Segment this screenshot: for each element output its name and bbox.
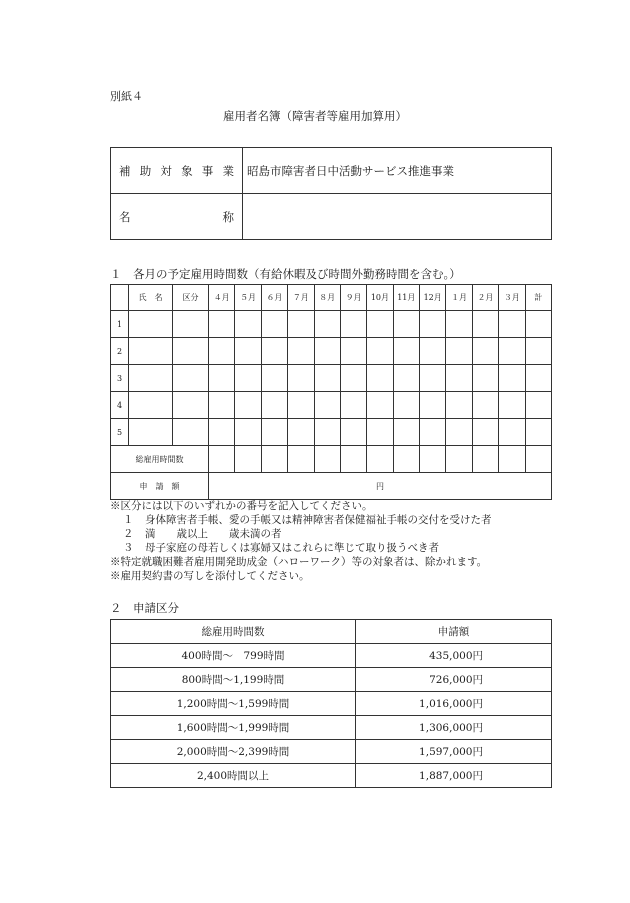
tier-range: 1,600時間～1,999時間 bbox=[111, 716, 356, 740]
hours-cell[interactable] bbox=[472, 365, 498, 392]
hours-cell[interactable] bbox=[261, 365, 287, 392]
total-cell[interactable] bbox=[393, 446, 419, 473]
row-number: 5 bbox=[111, 419, 129, 446]
hours-cell[interactable] bbox=[393, 419, 419, 446]
hours-cell[interactable] bbox=[314, 365, 340, 392]
hours-cell[interactable] bbox=[420, 392, 446, 419]
header-cell: 10月 bbox=[367, 285, 393, 311]
hours-cell[interactable] bbox=[499, 365, 525, 392]
tier-row bbox=[111, 668, 552, 692]
hours-cell[interactable] bbox=[420, 338, 446, 365]
total-cell[interactable] bbox=[525, 446, 552, 473]
project-label-cell bbox=[111, 148, 243, 194]
header-cell: 11月 bbox=[393, 285, 419, 311]
hours-cell[interactable] bbox=[420, 419, 446, 446]
hours-cell[interactable] bbox=[446, 311, 472, 338]
apply-amount-label: 申 請 額 bbox=[111, 473, 209, 500]
schedule-apply-row bbox=[111, 473, 552, 500]
header-cell: ６月 bbox=[261, 285, 287, 311]
total-cell[interactable] bbox=[499, 446, 525, 473]
hours-cell[interactable] bbox=[367, 392, 393, 419]
header-cell: ２月 bbox=[472, 285, 498, 311]
hours-cell[interactable] bbox=[209, 419, 235, 446]
notes-block bbox=[110, 499, 492, 583]
document-label: 別紙４ bbox=[110, 90, 143, 103]
section2-heading: ２ 申請区分 bbox=[110, 601, 179, 615]
hours-cell[interactable] bbox=[525, 365, 552, 392]
header-cell: 計 bbox=[525, 285, 552, 311]
hours-cell[interactable] bbox=[367, 311, 393, 338]
header-cell: ３月 bbox=[499, 285, 525, 311]
name-value[interactable] bbox=[243, 194, 552, 240]
hours-cell[interactable] bbox=[367, 365, 393, 392]
hours-cell[interactable] bbox=[420, 311, 446, 338]
tier-amount: 726,000円 bbox=[356, 668, 552, 692]
hours-cell[interactable] bbox=[261, 338, 287, 365]
row-number: 1 bbox=[111, 311, 129, 338]
project-label: 補 助 対 象 事 業 bbox=[119, 163, 234, 178]
header-cell: ９月 bbox=[340, 285, 366, 311]
tier-row bbox=[111, 764, 552, 788]
hours-cell[interactable] bbox=[499, 338, 525, 365]
row-number: 3 bbox=[111, 365, 129, 392]
hours-cell[interactable] bbox=[472, 419, 498, 446]
header-cell: ５月 bbox=[235, 285, 261, 311]
hours-cell[interactable] bbox=[209, 338, 235, 365]
category-cell[interactable] bbox=[173, 419, 209, 446]
hours-cell[interactable] bbox=[235, 365, 261, 392]
hours-cell[interactable] bbox=[340, 338, 366, 365]
name-label-cell bbox=[111, 194, 243, 240]
total-cell[interactable] bbox=[367, 446, 393, 473]
hours-cell[interactable] bbox=[209, 311, 235, 338]
hours-cell[interactable] bbox=[235, 392, 261, 419]
hours-cell[interactable] bbox=[393, 311, 419, 338]
schedule-total-row bbox=[111, 446, 552, 473]
employee-row bbox=[111, 419, 552, 446]
tier-row bbox=[111, 644, 552, 668]
tier-amount: 1,887,000円 bbox=[356, 764, 552, 788]
hours-cell[interactable] bbox=[235, 338, 261, 365]
note-item-3: ３ 母子家庭の母若しくは寡婦又はこれらに準じて取り扱うべき者 bbox=[123, 542, 439, 554]
section1-heading: １ 各月の予定雇用時間数（有給休暇及び時間外勤務時間を含む。） bbox=[110, 267, 461, 281]
hours-cell[interactable] bbox=[288, 419, 314, 446]
hours-cell[interactable] bbox=[209, 392, 235, 419]
note-item-1: １ 身体障害者手帳、愛の手帳又は精神障害者保健福祉手帳の交付を受けた者 bbox=[123, 514, 492, 526]
hours-cell[interactable] bbox=[446, 365, 472, 392]
document-title: 雇用者名簿（障害者等雇用加算用） bbox=[223, 109, 407, 123]
hours-cell[interactable] bbox=[340, 311, 366, 338]
schedule-table bbox=[110, 284, 552, 500]
hours-cell[interactable] bbox=[314, 338, 340, 365]
hours-cell[interactable] bbox=[288, 311, 314, 338]
tier-col-hours: 総雇用時間数 bbox=[111, 620, 356, 644]
note-intro: ※区分には以下のいずれかの番号を記入してください。 bbox=[110, 500, 373, 512]
hours-cell[interactable] bbox=[235, 419, 261, 446]
hours-cell[interactable] bbox=[314, 311, 340, 338]
tier-row bbox=[111, 692, 552, 716]
schedule-header-row bbox=[111, 285, 552, 311]
header-cell: ８月 bbox=[314, 285, 340, 311]
category-cell[interactable] bbox=[173, 338, 209, 365]
row-number: 4 bbox=[111, 392, 129, 419]
header-cell: 12月 bbox=[420, 285, 446, 311]
hours-cell[interactable] bbox=[261, 392, 287, 419]
total-cell[interactable] bbox=[288, 446, 314, 473]
tier-amount: 1,306,000円 bbox=[356, 716, 552, 740]
total-hours-label: 総雇用時間数 bbox=[111, 446, 209, 473]
header-cell bbox=[111, 285, 129, 311]
tier-header-row bbox=[111, 620, 552, 644]
hours-cell[interactable] bbox=[393, 392, 419, 419]
hours-cell[interactable] bbox=[446, 419, 472, 446]
hours-cell[interactable] bbox=[314, 392, 340, 419]
tier-range: 800時間～1,199時間 bbox=[111, 668, 356, 692]
employee-name-cell[interactable] bbox=[129, 311, 173, 338]
name-row bbox=[111, 194, 552, 240]
employee-row bbox=[111, 338, 552, 365]
hours-cell[interactable] bbox=[525, 311, 552, 338]
hours-cell[interactable] bbox=[235, 311, 261, 338]
employee-row bbox=[111, 392, 552, 419]
header-cell: 氏 名 bbox=[129, 285, 173, 311]
hours-cell[interactable] bbox=[446, 392, 472, 419]
tier-range: 400時間～ 799時間 bbox=[111, 644, 356, 668]
employee-name-cell[interactable] bbox=[129, 419, 173, 446]
hours-cell[interactable] bbox=[367, 419, 393, 446]
note-attachment: ※雇用契約書の写しを添付してください。 bbox=[110, 570, 310, 582]
tier-row bbox=[111, 716, 552, 740]
hours-cell[interactable] bbox=[340, 365, 366, 392]
project-info-table bbox=[110, 147, 552, 240]
header-cell: 区分 bbox=[173, 285, 209, 311]
name-label: 名 称 bbox=[119, 209, 234, 224]
hours-cell[interactable] bbox=[525, 392, 552, 419]
employee-name-cell[interactable] bbox=[129, 365, 173, 392]
hours-cell[interactable] bbox=[420, 365, 446, 392]
hours-cell[interactable] bbox=[525, 419, 552, 446]
hours-cell[interactable] bbox=[393, 365, 419, 392]
total-cell[interactable] bbox=[235, 446, 261, 473]
total-cell[interactable] bbox=[340, 446, 366, 473]
hours-cell[interactable] bbox=[472, 311, 498, 338]
note-exclusion: ※特定就職困難者雇用開発助成金（ハローワーク）等の対象者は、除かれます。 bbox=[110, 556, 488, 568]
hours-cell[interactable] bbox=[472, 338, 498, 365]
tier-amount: 435,000円 bbox=[356, 644, 552, 668]
total-cell[interactable] bbox=[261, 446, 287, 473]
hours-cell[interactable] bbox=[499, 311, 525, 338]
tier-row bbox=[111, 740, 552, 764]
hours-cell[interactable] bbox=[261, 419, 287, 446]
hours-cell[interactable] bbox=[340, 392, 366, 419]
hours-cell[interactable] bbox=[340, 419, 366, 446]
project-row bbox=[111, 148, 552, 194]
hours-cell[interactable] bbox=[472, 392, 498, 419]
employee-name-cell[interactable] bbox=[129, 338, 173, 365]
hours-cell[interactable] bbox=[314, 419, 340, 446]
total-cell[interactable] bbox=[420, 446, 446, 473]
category-cell[interactable] bbox=[173, 392, 209, 419]
header-cell: ４月 bbox=[209, 285, 235, 311]
hours-cell[interactable] bbox=[288, 392, 314, 419]
header-cell: １月 bbox=[446, 285, 472, 311]
header-cell: ７月 bbox=[288, 285, 314, 311]
hours-cell[interactable] bbox=[261, 311, 287, 338]
tier-col-amount: 申請額 bbox=[356, 620, 552, 644]
row-number: 2 bbox=[111, 338, 129, 365]
employee-row bbox=[111, 365, 552, 392]
tier-range: 1,200時間～1,599時間 bbox=[111, 692, 356, 716]
hours-cell[interactable] bbox=[288, 365, 314, 392]
note-item-2: ２ 満 歳以上 歳未満の者 bbox=[123, 528, 282, 540]
category-cell[interactable] bbox=[173, 311, 209, 338]
hours-cell[interactable] bbox=[525, 338, 552, 365]
total-cell[interactable] bbox=[472, 446, 498, 473]
tier-range: 2,400時間以上 bbox=[111, 764, 356, 788]
project-value: 昭島市障害者日中活動サービス推進事業 bbox=[243, 148, 552, 194]
total-cell[interactable] bbox=[314, 446, 340, 473]
hours-cell[interactable] bbox=[446, 338, 472, 365]
hours-cell[interactable] bbox=[393, 338, 419, 365]
hours-cell[interactable] bbox=[499, 419, 525, 446]
hours-cell[interactable] bbox=[499, 392, 525, 419]
employee-row bbox=[111, 311, 552, 338]
hours-cell[interactable] bbox=[288, 338, 314, 365]
tier-amount: 1,597,000円 bbox=[356, 740, 552, 764]
hours-cell[interactable] bbox=[367, 338, 393, 365]
category-cell[interactable] bbox=[173, 365, 209, 392]
tier-range: 2,000時間～2,399時間 bbox=[111, 740, 356, 764]
total-cell[interactable] bbox=[446, 446, 472, 473]
apply-amount-value[interactable]: 円 bbox=[209, 473, 552, 500]
hours-cell[interactable] bbox=[209, 365, 235, 392]
total-cell[interactable] bbox=[209, 446, 235, 473]
tier-amount: 1,016,000円 bbox=[356, 692, 552, 716]
application-tier-table bbox=[110, 619, 552, 788]
employee-name-cell[interactable] bbox=[129, 392, 173, 419]
